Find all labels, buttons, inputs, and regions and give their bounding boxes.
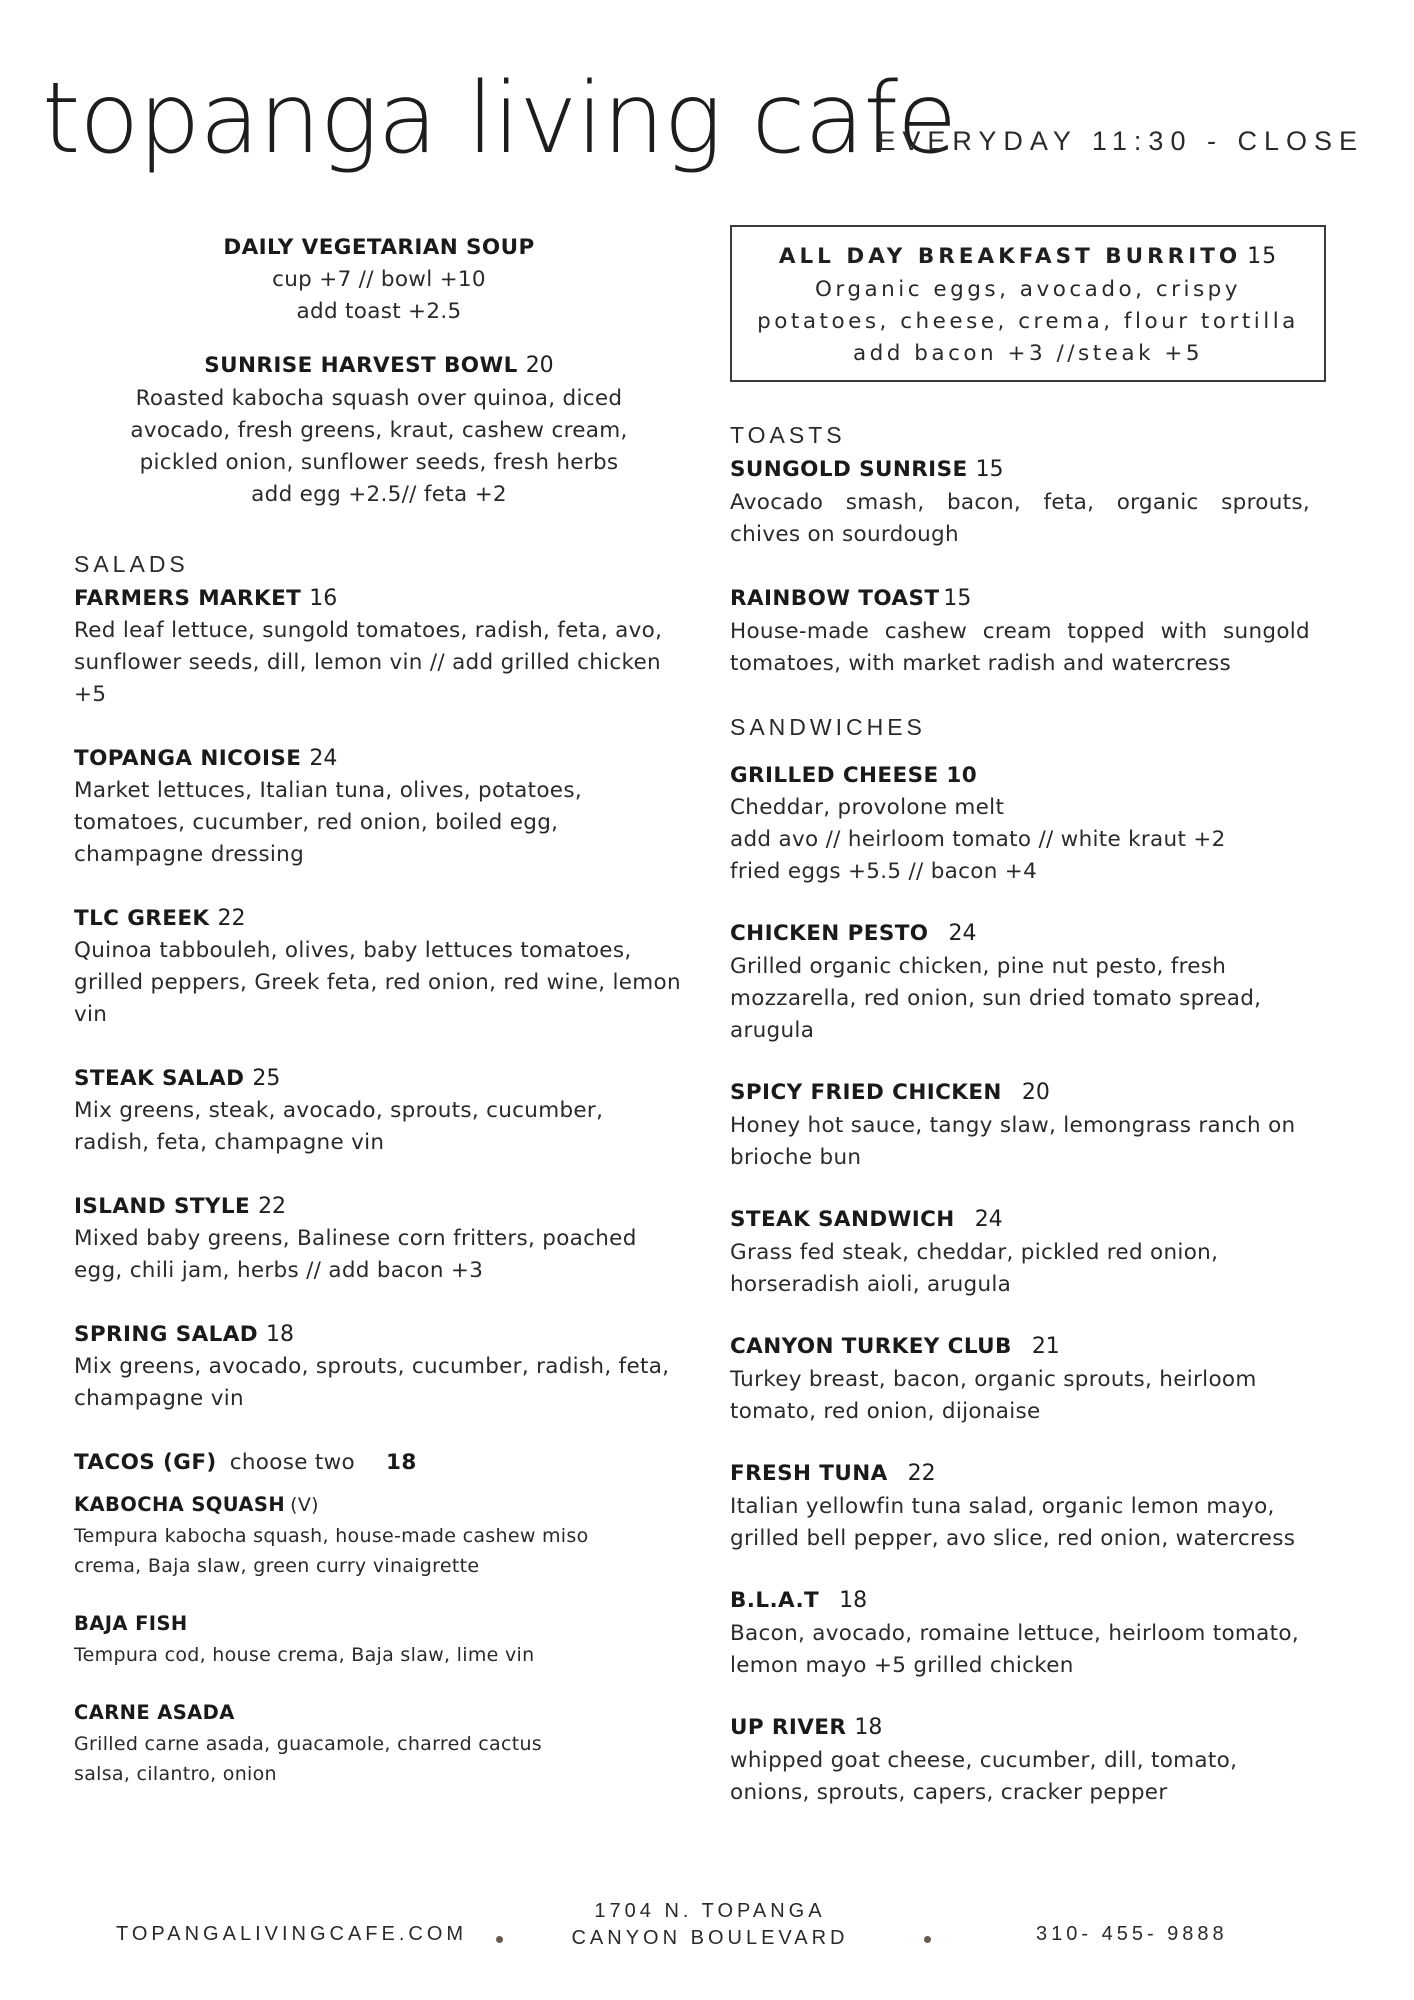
- item-name: CANYON TURKEY CLUB: [730, 1334, 1012, 1359]
- item-name: UP RIVER: [730, 1715, 847, 1740]
- item-price: 22: [258, 1194, 287, 1219]
- item-desc: Honey hot sauce, tangy slaw, lemongrass ranch on brioche bun: [730, 1113, 1296, 1170]
- separator-dot-icon: [496, 1936, 503, 1943]
- list-item: [730, 1585, 1330, 1682]
- item-desc: Market lettuces, Italian tuna, olives, potatoes, tomatoes, cucumber, red onion, boiled egg, champagne dressing: [74, 778, 582, 867]
- burrito-box: [730, 225, 1326, 382]
- item-price: 22: [907, 1461, 936, 1486]
- item-price: 21: [1031, 1334, 1060, 1359]
- item-name: TLC GREEK: [74, 906, 210, 931]
- list-item: [730, 1712, 1330, 1809]
- list-item: [730, 1204, 1330, 1301]
- item-desc: Mix greens, avocado, sprouts, cucumber, radish, feta, champagne vin: [74, 1354, 670, 1411]
- bowl-price: 20: [525, 353, 554, 378]
- soup-line-1: cup +7 // bowl +10: [272, 267, 486, 292]
- burrito-desc-3: add bacon +3 //steak +5: [852, 341, 1204, 366]
- taco-name: BAJA FISH: [74, 1612, 188, 1635]
- item-price: 18: [854, 1715, 883, 1740]
- sandwiches-heading: SANDWICHES: [730, 714, 926, 740]
- taco-tag: (V): [290, 1494, 319, 1516]
- item-desc: Avocado smash, bacon, feta, organic sprouts, chives on sourdough: [730, 490, 1310, 547]
- item-price: 15: [975, 457, 1004, 482]
- list-item: [730, 918, 1330, 1047]
- grilled-cheese-name: GRILLED CHEESE 10: [730, 763, 978, 788]
- item-name: RAINBOW TOAST: [730, 586, 940, 611]
- bowl-desc-3: pickled onion, sunflower seeds, fresh herbs: [139, 450, 619, 475]
- item-desc: Grilled organic chicken, pine nut pesto, fresh mozzarella, red onion, sun dried tomato spread, arugula: [730, 954, 1262, 1043]
- item-desc: Italian yellowfin tuna salad, organic lemon mayo, grilled bell pepper, avo slice, red onion, watercress: [730, 1494, 1296, 1551]
- list-item: [74, 1609, 684, 1670]
- list-item: [74, 743, 684, 871]
- bowl-block: [74, 350, 684, 511]
- address-line-1: 1704 N. TOPANGA: [594, 1900, 826, 1922]
- bowl-name: SUNRISE HARVEST BOWL: [204, 353, 518, 378]
- burrito-desc-2: potatoes, cheese, crema, flour tortilla: [757, 309, 1299, 334]
- item-desc: Bacon, avocado, romaine lettuce, heirloom tomato, lemon mayo +5 grilled chicken: [730, 1621, 1299, 1678]
- toasts-heading: TOASTS: [730, 422, 846, 448]
- salads-heading: SALADS: [74, 551, 189, 577]
- item-name: CHICKEN PESTO: [730, 921, 929, 946]
- item-price: 16: [309, 586, 338, 611]
- burrito-price: 15: [1247, 244, 1278, 269]
- tacos-name: TACOS (GF): [74, 1450, 217, 1475]
- tacos-note: choose two: [229, 1450, 355, 1475]
- burrito-desc-1: Organic eggs, avocado, crispy: [814, 277, 1242, 302]
- address-line-2: CANYON BOULEVARD: [571, 1927, 849, 1949]
- list-item: [74, 903, 684, 1031]
- taco-name: KABOCHA SQUASH: [74, 1493, 286, 1516]
- item-name: FARMERS MARKET: [74, 586, 302, 611]
- list-item: [74, 1063, 684, 1159]
- item-name: SPRING SALAD: [74, 1322, 259, 1347]
- list-item: [730, 1331, 1330, 1428]
- item-name: TOPANGA NICOISE: [74, 746, 302, 771]
- list-item: [74, 583, 684, 711]
- tacos-price: 18: [386, 1450, 417, 1475]
- item-desc: Grass fed steak, cheddar, pickled red onion, horseradish aioli, arugula: [730, 1240, 1219, 1297]
- item-price: 15: [943, 586, 972, 611]
- item-desc: Quinoa tabbouleh, olives, baby lettuces tomatoes, grilled peppers, Greek feta, red onion, red wine, lemon vin: [74, 938, 681, 1027]
- soup-block: [74, 232, 684, 328]
- soup-line-2: add toast +2.5: [296, 299, 462, 324]
- item-name: STEAK SALAD: [74, 1066, 245, 1091]
- taco-desc: Tempura cod, house crema, Baja slaw, lime vin: [74, 1644, 535, 1666]
- phone-number[interactable]: 310- 455- 9888: [1036, 1923, 1228, 1945]
- sandwiches-list: [730, 918, 1330, 1809]
- bowl-desc-4: add egg +2.5// feta +2: [251, 482, 507, 507]
- list-item: [74, 1191, 684, 1287]
- separator-dot-icon: [924, 1936, 931, 1943]
- taco-name: CARNE ASADA: [74, 1701, 235, 1724]
- list-item: [730, 1077, 1330, 1174]
- burrito-name: ALL DAY BREAKFAST BURRITO: [778, 244, 1242, 269]
- item-name: FRESH TUNA: [730, 1461, 888, 1486]
- item-name: B.L.A.T: [730, 1588, 820, 1613]
- bowl-desc-1: Roasted kabocha squash over quinoa, diced: [135, 386, 623, 411]
- item-desc: Red leaf lettuce, sungold tomatoes, radish, feta, avo, sunflower seeds, dill, lemon vin // add grilled chicken +5: [74, 618, 663, 707]
- footer: [0, 1898, 1414, 1958]
- list-item: [74, 1319, 684, 1415]
- address: [560, 1898, 860, 1952]
- item-desc: House-made cashew cream topped with sungold tomatoes, with market radish and watercress: [730, 619, 1310, 676]
- item-price: 25: [252, 1066, 281, 1091]
- grilled-cheese: [730, 760, 1330, 888]
- item-price: 20: [1021, 1080, 1050, 1105]
- left-column: [74, 232, 684, 1789]
- item-price: 22: [217, 906, 246, 931]
- item-desc: Mix greens, steak, avocado, sprouts, cucumber, radish, feta, champagne vin: [74, 1098, 604, 1155]
- item-price: 24: [309, 746, 338, 771]
- taco-desc: Grilled carne asada, guacamole, charred cactus salsa, cilantro, onion: [74, 1733, 542, 1785]
- taco-desc: Tempura kabocha squash, house-made cashew miso crema, Baja slaw, green curry vinaigrette: [74, 1525, 589, 1577]
- item-name: SUNGOLD SUNRISE: [730, 457, 968, 482]
- opening-hours: EVERYDAY 11:30 - CLOSE: [877, 126, 1364, 156]
- item-desc: Turkey breast, bacon, organic sprouts, heirloom tomato, red onion, dijonaise: [730, 1367, 1257, 1424]
- item-desc: whipped goat cheese, cucumber, dill, tomato, onions, sprouts, capers, cracker pepper: [730, 1748, 1238, 1805]
- grilled-cheese-desc-2: add avo // heirloom tomato // white kraut +2: [730, 827, 1226, 852]
- list-item: [730, 583, 1330, 680]
- bowl-desc-2: avocado, fresh greens, kraut, cashew cream,: [130, 418, 628, 443]
- list-item: [74, 1490, 684, 1581]
- list-item: [74, 1698, 684, 1789]
- item-name: SPICY FRIED CHICKEN: [730, 1080, 1002, 1105]
- item-desc: Mixed baby greens, Balinese corn fritters, poached egg, chili jam, herbs // add bacon +3: [74, 1226, 637, 1283]
- list-item: [730, 454, 1330, 551]
- item-name: STEAK SANDWICH: [730, 1207, 955, 1232]
- item-name: ISLAND STYLE: [74, 1194, 251, 1219]
- item-price: 24: [948, 921, 977, 946]
- right-column: [730, 225, 1330, 1809]
- toasts-list: [730, 454, 1330, 680]
- item-price: 24: [974, 1207, 1003, 1232]
- salads-list: [74, 583, 684, 1415]
- tacos-list: [74, 1490, 684, 1789]
- list-item: [730, 1458, 1330, 1555]
- item-price: 18: [266, 1322, 295, 1347]
- grilled-cheese-desc-1: Cheddar, provolone melt: [730, 795, 1005, 820]
- item-price: 18: [839, 1588, 868, 1613]
- cafe-title: topanga living cafe: [42, 62, 957, 176]
- tacos-header: [74, 1447, 684, 1480]
- website-link[interactable]: TOPANGALIVINGCAFE.COM: [116, 1923, 468, 1945]
- soup-name: DAILY VEGETARIAN SOUP: [223, 235, 535, 260]
- grilled-cheese-desc-3: fried eggs +5.5 // bacon +4: [730, 859, 1038, 884]
